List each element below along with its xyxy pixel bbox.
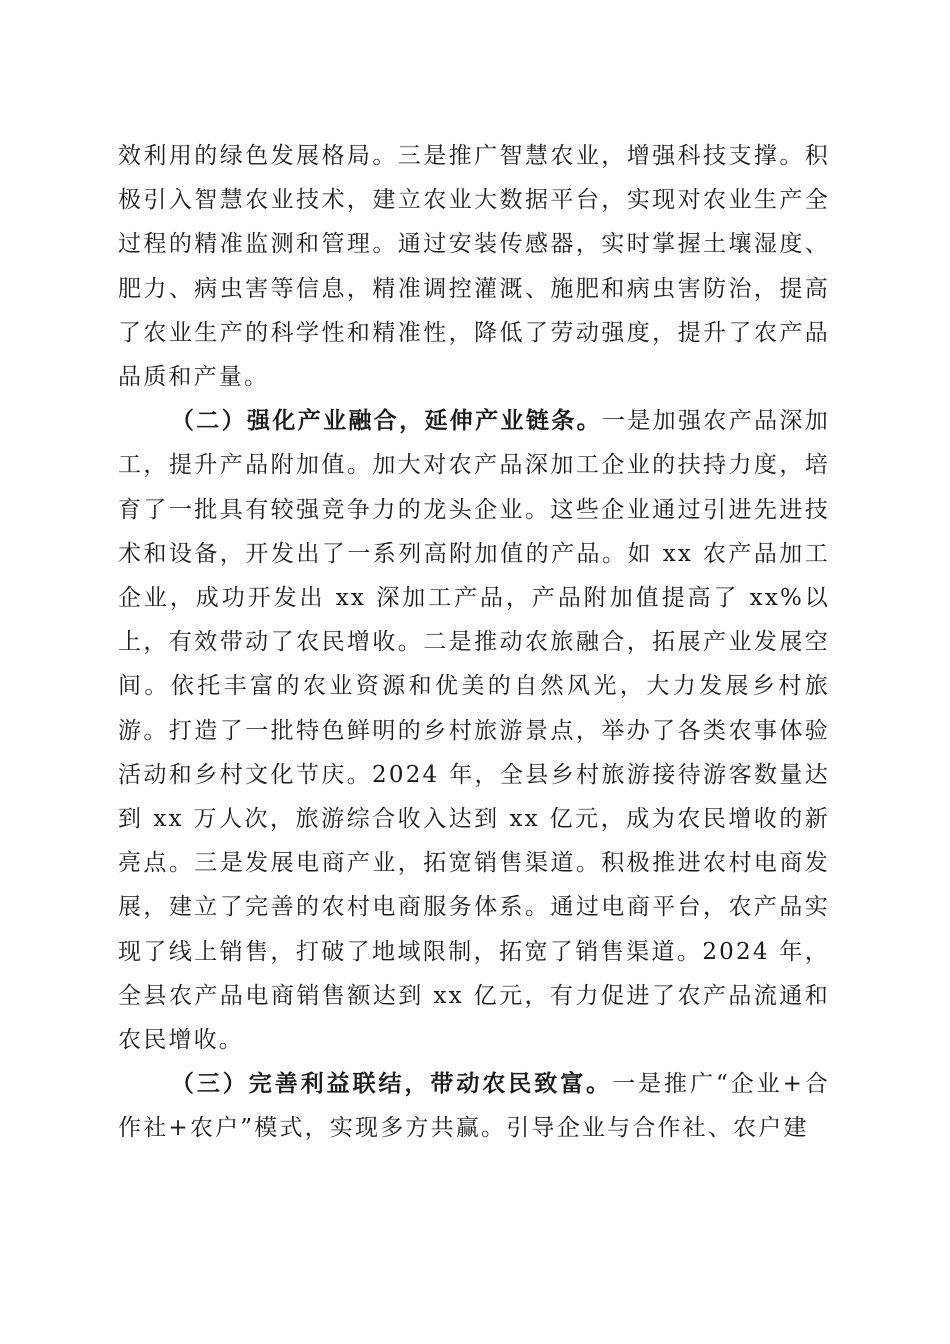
document-body bbox=[118, 134, 830, 1151]
paragraph-continuation: 效利用的绿色发展格局。三是推广智慧农业，增强科技支撑。积极引入智慧农业技术，建立农业大数据平台，实现对农业生产全过程的精准监测和管理。通过安装传感器，实时掌握土壤湿度、肥力、病虫害等信息，精准调控灌溉、施肥和病虫害防治，提高了农业生产的科学性和精准性，降低了劳动强度，提升了农产品品质和产量。 bbox=[118, 143, 830, 391]
section-3-heading: （三）完善利益联结，带动农民致富。 bbox=[170, 1070, 613, 1098]
section-2-heading: （二）强化产业融合，延伸产业链条。 bbox=[170, 407, 602, 435]
section-2-paragraph bbox=[118, 399, 830, 1062]
section-2-body: 一是加强农产品深加工，提升产品附加值。加大对农产品深加工企业的扶持力度，培育了一批具有较强竞争力的龙头企业。这些企业通过引进先进技术和设备，开发出了一系列高附加值的产品。如 xx 农产品加工企业，成功开发出 xx 深加工产品，产品附加值提高了 xx%以上，有效带动了农民增收。二是推动农旅融合，拓展产业发展空间。依托丰富的农业资源和优美的自然风光，大力发展乡村旅游。打造了一批特色鲜明的乡村旅游景点，举办了各类农事体验活动和乡村文化节庆。2024 年，全县乡村旅游接待游客数量达到 xx 万人次，旅游综合收入达到 xx 亿元，成为农民增收的新亮点。三是发展电商产业，拓宽销售渠道。积极推进农村电商发展，建立了完善的农村电商服务体系。通过电商平台，农产品实现了线上销售，打破了地域限制，拓宽了销售渠道。2024 年，全县农产品电商销售额达到 xx 亿元，有力促进了农产品流通和农民增收。 bbox=[118, 408, 830, 1054]
section-3-paragraph bbox=[118, 1062, 830, 1150]
section-3-body: 一是推广“企业+合作社+农户”模式，实现多方共赢。引导企业与合作社、农户建 bbox=[118, 1071, 830, 1142]
